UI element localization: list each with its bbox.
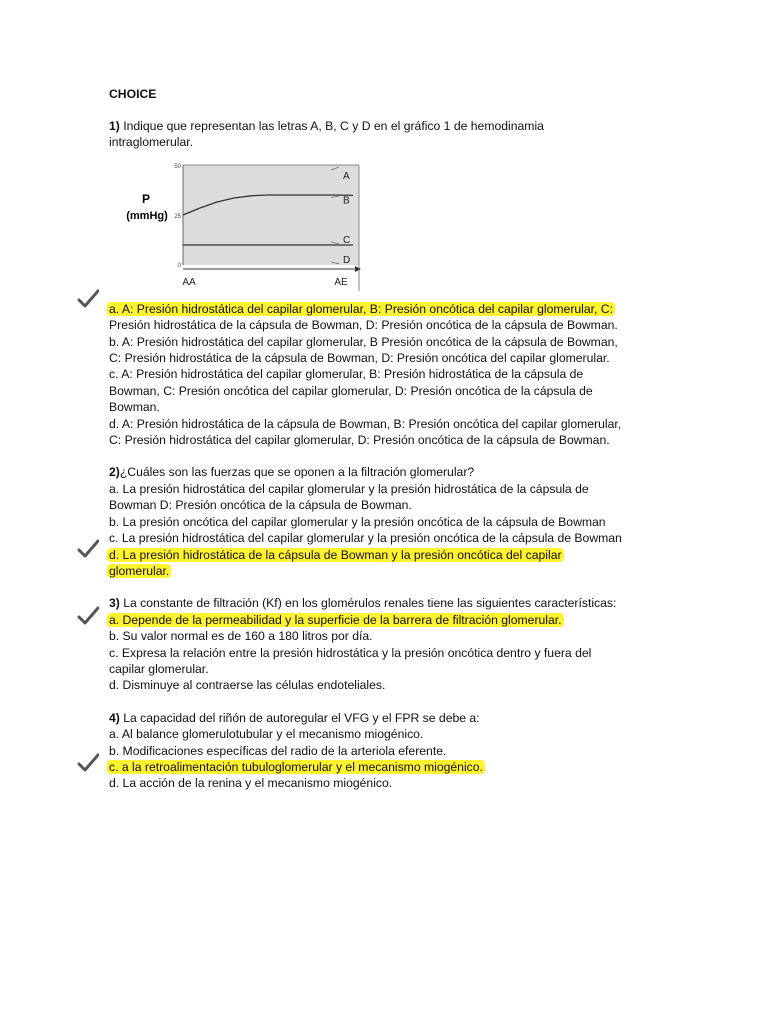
question-text: La constante de filtración (Kf) en los glomérulos renales tiene las siguientes características: [123,596,617,611]
checkmark-icon [77,289,99,309]
option-d: d. La presión hidrostática de la cápsula de Bowman y la presión oncótica del capilar [109,547,562,562]
question-number: 2) [109,465,120,480]
series-label-c: C [343,234,351,246]
option-a: a. La presión hidrostática del capilar glomerular y la presión hidrostática de la cápsula de [109,481,589,496]
document-page [109,86,669,792]
question-text: La capacidad del riñón de autoregular el VFG y el FPR se debe a: [123,710,480,725]
x-start-label: AA [182,276,196,288]
option-c-cont: Bowman, C: Presión oncótica del capilar glomerular, D: Presión oncótica de la cápsula de [109,383,593,398]
y-axis-label: P [141,191,151,206]
checkmark-icon [77,753,99,773]
question-3 [109,595,669,693]
checkmark-icon [77,539,99,559]
option-d-cont: C: Presión hidrostática del capilar glomerular, D: Presión oncótica de la cápsula de Bowman. [109,433,610,448]
y-tick-label: 50 [174,163,181,170]
option-a-cont: Bowman D: Presión oncótica de la cápsula de Bowman. [109,498,412,513]
x-end-label: AE [334,276,348,288]
option-b: b. La presión oncótica del capilar glomerular y la presión oncótica de la cápsula de Bowman [109,514,606,529]
hemodynamics-chart [115,163,365,293]
option-d: d. Disminuye al contraerse las células endoteliales. [109,678,386,693]
option-a: a. A: Presión hidrostática del capilar glomerular, B: Presión oncótica del capilar glomerular, C: [109,301,613,316]
option-c-cont: capilar glomerular. [109,661,209,676]
option-c-cont2: Bowman. [109,400,160,415]
y-tick-label: 0 [177,262,181,269]
option-b: b. Su valor normal es de 160 a 180 litros por día. [109,629,373,644]
option-a: a. Al balance glomerulotubular y el mecanismo miogénico. [109,727,424,742]
option-c: c. La presión hidrostática del capilar glomerular y la presión oncótica de la cápsula de Bowman [109,531,622,546]
plot-background [183,165,359,265]
option-d: d. A: Presión hidrostática de la cápsula de Bowman, B: Presión oncótica del capilar glomerular, [109,416,622,431]
option-c: c. Expresa la relación entre la presión hidrostática y la presión oncótica dentro y fuera del [109,645,592,660]
option-b: b. A: Presión hidrostática del capilar glomerular, B Presión oncótica de la cápsula de Bowman, [109,334,618,349]
question-text-cont: intraglomerular. [109,135,193,150]
option-c: c. A: Presión hidrostática del capilar glomerular, B: Presión hidrostática de la cápsula de [109,367,584,382]
option-b: b. Modificaciones específicas del radio de la arteriola eferente. [109,743,447,758]
option-d-cont: glomerular. [109,563,170,578]
question-text: ¿Cuáles son las fuerzas que se oponen a la filtración glomerular? [119,465,475,480]
series-label-d: D [343,254,351,266]
question-2 [109,464,669,579]
question-number: 3) [109,596,120,611]
option-d: d. La acción de la renina y el mecanismo miogénico. [109,776,393,791]
y-axis-unit: (mmHg) [126,209,168,222]
option-c: c. a la retroalimentación tubuloglomerular y el mecanismo miogénico. [109,759,483,774]
question-1 [109,118,669,448]
option-a-cont: Presión hidrostática de la cápsula de Bowman, D: Presión oncótica de la cápsula de Bowman. [109,318,618,333]
page-title: CHOICE [109,87,157,101]
chart-svg [115,163,365,293]
question-text: Indique que representan las letras A, B, C y D en el gráfico 1 de hemodinamia [123,119,544,133]
y-tick-label: 25 [174,213,181,220]
option-b-cont: C: Presión hidrostática de la cápsula de Bowman, D: Presión oncótica del capilar glomerular. [109,351,610,366]
question-4 [109,710,669,792]
checkmark-icon [77,606,99,626]
x-axis-arrow [355,266,361,272]
question-number: 1) [109,119,120,133]
option-a: a. Depende de la permeabilidad y la superficie de la barrera de filtración glomerular. [109,612,562,627]
series-label-a: A [343,170,350,182]
series-label-b: B [343,195,350,207]
question-number: 4) [109,710,120,725]
